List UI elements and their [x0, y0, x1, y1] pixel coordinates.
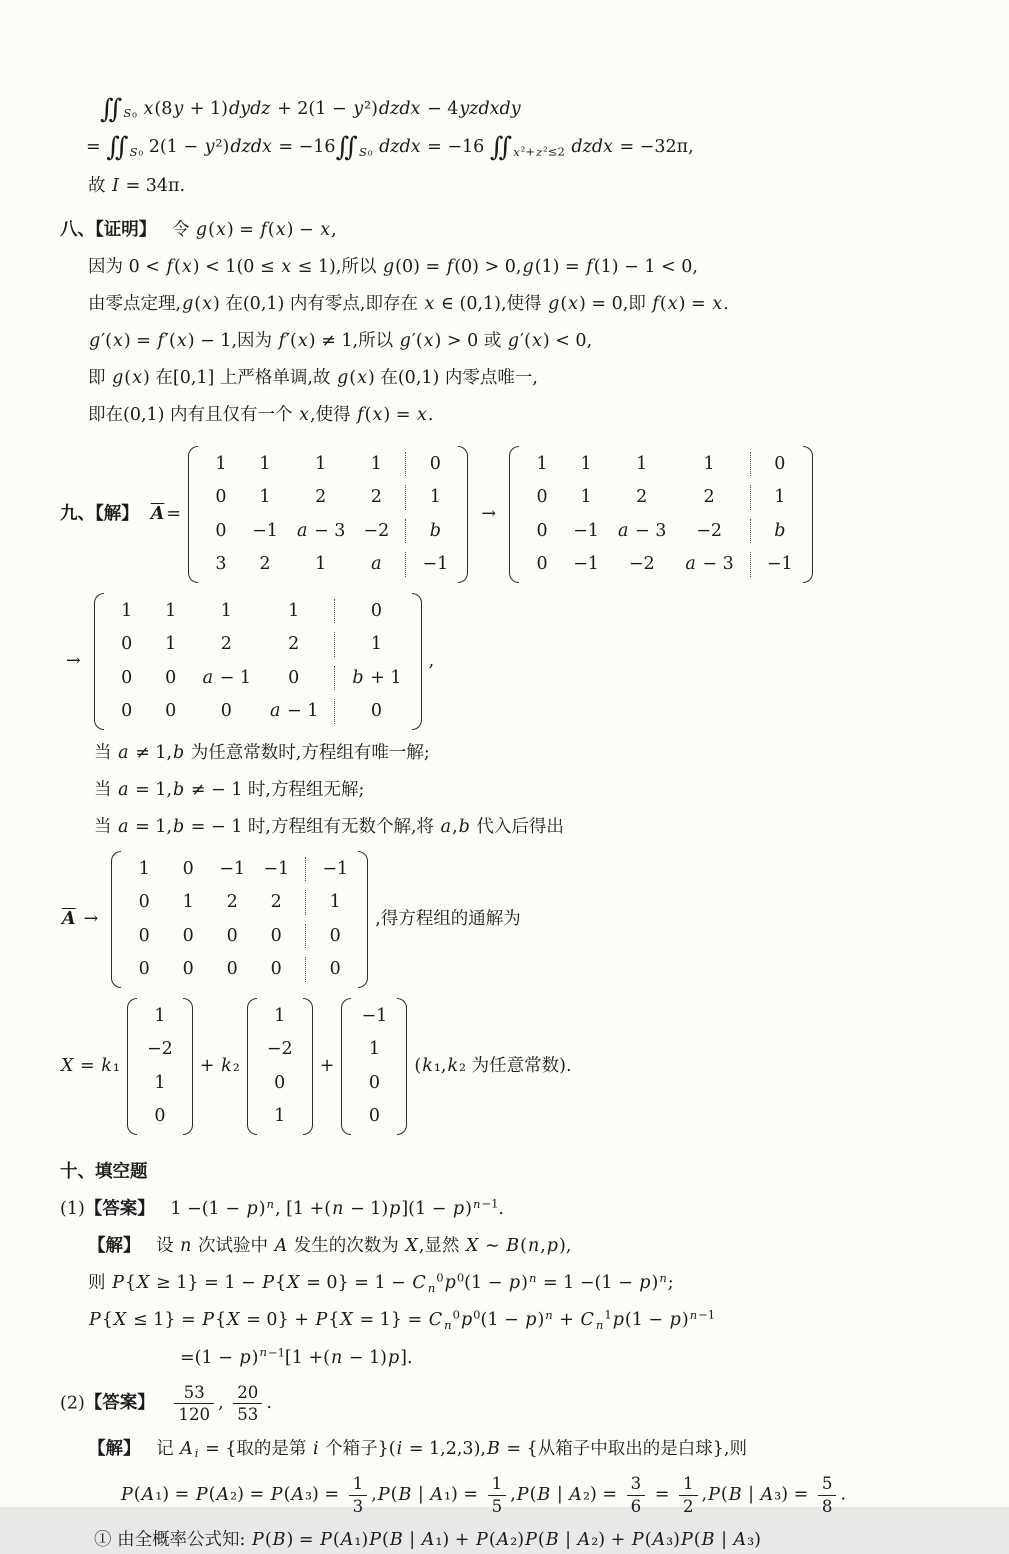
matrix-cell: 0 [182, 858, 194, 879]
plus-sign: + [319, 1056, 335, 1077]
matrix-cell: 0 [220, 701, 232, 722]
matrix-cell: 1 [305, 890, 348, 915]
section-ten-fill-blanks [60, 1159, 969, 1554]
q2-number: (2) [60, 1393, 85, 1414]
matrix-cell: 0 [368, 1072, 380, 1093]
matrix-cell: −1 [405, 552, 448, 577]
matrix-cell: 0 [368, 1106, 380, 1127]
matrix-cell: 0 [154, 1106, 166, 1127]
matrix-cell: 2 [226, 892, 238, 913]
q1-solution-line: P{X ≤ 1} = P{X = 0} + P{X = 1} = C $_n^0p^0(1 - p)^n + C$ $_n^1p(1 - p)^{n-1}$ [89, 1308, 716, 1332]
integral-expression-line: $∬_{S_0}$ x(8y + 1)dydz + 2(1 − y²)dzdx − 4yzdxdy [100, 94, 521, 125]
matrix-cell: 1 [138, 858, 150, 879]
equals-sign: = [166, 503, 181, 524]
comma: , [428, 650, 435, 671]
matrix-cell: 1 [370, 453, 382, 474]
q1-answer-value: $1 -(1 - p)^n$, $[1 +(n - 1)p](1 - p)^{n-1}$. [170, 1196, 504, 1220]
proof-line: 由零点定理,g(x) 在(0,1) 内有零点,即存在 x ∈ (0,1),使得 g(x) = 0,即 f(x) = x. [88, 294, 729, 315]
q2-probability-values-line: P(A₁) = P(A₂) = P(A₃) = $\frac{1}{3}$ ,P(B | A₁) = $\frac{1}{5}$ ,P(B | A₂) = $\frac{3}{6}$ = $\frac{1}{2}$ ,P(B | A₃) = $\frac{5}{8}$ . [121, 1474, 847, 1516]
q1-solution-line: 则 P{X ≥ 1} = 1 − P{X = 0} = 1 − C $_n^0p^0(1 - p)^n = 1 -(1 - p)^n$; [88, 1271, 674, 1295]
matrix-cell: 0 [121, 634, 133, 655]
matrix-cell: 0 [226, 959, 238, 980]
row-reduction-arrow: → [481, 503, 497, 524]
row-reduction-arrow: → [83, 909, 99, 930]
matrix-cell: 2 [703, 487, 715, 508]
matrix-cell: −1 [263, 858, 290, 879]
q1-answer-line [60, 1196, 969, 1223]
matrix-cell: 1 [636, 453, 648, 474]
matrix-cell: −1 [305, 857, 348, 882]
proof-line: g′(x) = f′(x) − 1,因为 f′(x) ≠ 1,所以 g′(x) > 0 或 g′(x) < 0, [89, 331, 593, 352]
row-reduction-arrow: → [66, 650, 81, 671]
matrix-cell: 2 [288, 634, 300, 655]
matrix-cell: 0 [165, 701, 177, 722]
matrix-cell: a − 1 [202, 667, 252, 688]
augmented-matrix-row-2 [60, 593, 969, 730]
matrix-cell: 2 [636, 487, 648, 508]
integral-result-line: 故 I = 34π. [88, 175, 186, 196]
matrix-cell: a − 3 [297, 520, 346, 541]
matrix-cell: 1 [580, 453, 592, 474]
matrix-cell: 0 [121, 701, 133, 722]
matrix-cell: 0 [138, 892, 150, 913]
column-vector [341, 998, 407, 1135]
section-ten-heading: 十、填空题 [60, 1161, 148, 1182]
matrix-cell: a − 3 [685, 554, 734, 575]
matrix-cell: 0 [305, 957, 348, 982]
matrix-cell: b [750, 519, 793, 544]
solution-prefix: X = k₁ [61, 1056, 120, 1077]
solution-label: 九、【解】 [60, 503, 139, 524]
plus-k2: + k₂ [199, 1056, 240, 1077]
matrix-cell: 0 [182, 925, 194, 946]
matrix-cell: 1 [215, 453, 227, 474]
column-vector [247, 998, 313, 1135]
matrix-cell: −1 [573, 520, 599, 541]
matrix-cell: −2 [146, 1039, 173, 1060]
matrix-cell: 0 [182, 959, 194, 980]
matrix-cell: 3 [215, 554, 227, 575]
proof-first-line [60, 217, 969, 244]
matrix-cell: 1 [315, 554, 327, 575]
spacer [60, 1145, 969, 1159]
matrix-cell: 1 [121, 600, 133, 621]
a-bar-symbol: $\overline{A}$ [150, 503, 165, 524]
matrix-cell: 0 [305, 924, 348, 949]
matrix-cell: 0 [138, 959, 150, 980]
proof-line: 因为 0 < f(x) < 1(0 ≤ x ≤ 1),所以 g(0) = f(0) > 0,g(1) = f(1) − 1 < 0, [88, 256, 698, 277]
matrix-cell: 0 [270, 925, 282, 946]
matrix-cell: 2 [370, 487, 382, 508]
matrix [111, 851, 368, 988]
matrix-cell: 2 [220, 634, 232, 655]
matrix-cell: −2 [266, 1039, 293, 1060]
matrix-cell: b [405, 519, 448, 544]
matrix-cell: 1 [288, 600, 300, 621]
matrix-cell: 1 [536, 453, 548, 474]
matrix-cell: −2 [628, 554, 655, 575]
matrix-cell: −1 [750, 552, 793, 577]
a-bar-symbol: $\overline{A}$ [62, 909, 76, 930]
matrix-cell: 0 [121, 667, 133, 688]
matrix-cell: −1 [361, 1005, 388, 1026]
q1-solution-label: 【解】 [88, 1236, 141, 1257]
matrix-cell: −2 [696, 520, 723, 541]
matrix-cell: 2 [315, 487, 327, 508]
matrix-cell: −1 [573, 554, 599, 575]
matrix-cell: 1 [182, 892, 194, 913]
matrix-cell: 0 [270, 959, 282, 980]
q1-solution-setup: 设 n 次试验中 A 发生的次数为 X,显然 X ∼ B(n,p), [156, 1236, 572, 1257]
matrix [94, 593, 422, 730]
matrix-cell: 0 [165, 667, 177, 688]
q1-number: (1) [60, 1199, 85, 1220]
section-eight-proof [60, 217, 969, 430]
matrix-cell: 1 [154, 1005, 166, 1026]
reduced-matrix-row [60, 851, 969, 988]
matrix-cell: 1 [580, 487, 592, 508]
matrix-cell: 2 [259, 554, 271, 575]
general-solution-intro: ,得方程组的通解为 [375, 909, 521, 930]
augmented-matrix-row-1 [60, 446, 969, 583]
q2-solution-setup: 记 A $_i$ = {取的是第 i 个箱子}(i = 1,2,3),B = {从箱子中取出的是白球},则 [156, 1438, 747, 1461]
matrix-cell: 1 [750, 485, 793, 510]
general-solution-row [60, 998, 969, 1135]
integral-evaluation-line: = $∬_{S_0}$ 2(1 − y²)dzdx = $-16∬_{S_0}$ dzdx = −16 $∬_{x^2+z^2\le 2}$ dzdx = −32π, [86, 132, 694, 163]
arbitrary-constants-note: (k₁,k₂ 为任意常数). [414, 1056, 572, 1077]
q1-solution-first-line [88, 1233, 969, 1260]
q2-answer-line [60, 1382, 969, 1426]
matrix-cell: 0 [405, 452, 448, 477]
matrix-cell: 0 [536, 554, 548, 575]
matrix-cell: 0 [334, 699, 401, 724]
matrix-cell: 1 [274, 1005, 286, 1026]
matrix-cell: a − 3 [618, 520, 667, 541]
matrix-cell: 0 [536, 520, 548, 541]
matrix-cell: 0 [750, 452, 793, 477]
matrix-cell: a − 1 [270, 701, 319, 722]
matrix-cell: 0 [215, 487, 227, 508]
matrix-cell: −1 [219, 858, 246, 879]
q2-solution-label: 【解】 [88, 1438, 141, 1459]
matrix-cell: 1 [405, 485, 448, 510]
matrix-cell: 0 [536, 487, 548, 508]
q2-answer-value: $\frac{53}{120}$ , $\frac{20}{53}$ . [170, 1393, 272, 1413]
case-line: 当 a = 1,b = − 1 时,方程组有无数个解,将 a,b 代入后得出 [94, 816, 564, 837]
case-line: 当 a = 1,b ≠ − 1 时,方程组无解; [94, 779, 365, 800]
surface-integral-block [60, 96, 969, 199]
matrix-cell: −1 [252, 520, 278, 541]
matrix-cell: −2 [363, 520, 390, 541]
case-line: 当 a ≠ 1,b 为任意常数时,方程组有唯一解; [94, 742, 430, 763]
matrix [509, 446, 813, 583]
matrix-cell: 0 [274, 1072, 286, 1093]
matrix-cell: 1 [274, 1106, 286, 1127]
matrix-cell: 0 [215, 520, 227, 541]
matrix-cell: 1 [220, 600, 232, 621]
matrix-cell: 0 [288, 667, 300, 688]
matrix-cell: 1 [315, 453, 327, 474]
proof-line: 即 g(x) 在[0,1] 上严格单调,故 g(x) 在(0,1) 内零点唯一, [88, 368, 538, 389]
proof-label: 八、【证明】 [60, 219, 157, 240]
matrix-cell: 1 [165, 634, 177, 655]
matrix-cell: 1 [259, 453, 271, 474]
matrix-cell: 0 [334, 599, 401, 624]
matrix-cell: 1 [165, 600, 177, 621]
matrix-cell: b + 1 [334, 666, 401, 691]
matrix-cell: 2 [270, 892, 282, 913]
matrix-cell: 0 [226, 925, 238, 946]
proof-statement: 令 g(x) = f(x) − x, [171, 219, 337, 240]
q1-solution-line: $=(1 - p)^{n-1}[1 +(n - 1)p]$. [180, 1345, 413, 1368]
q1-answer-label: 【答案】 [84, 1199, 155, 1220]
proof-line: 即在(0,1) 内有且仅有一个 x,使得 f(x) = x. [88, 405, 434, 426]
matrix-cell: 1 [259, 487, 271, 508]
matrix-cell: 1 [368, 1039, 380, 1060]
q2-solution-first-line [88, 1436, 969, 1463]
matrix-cell: 0 [138, 925, 150, 946]
column-vector [127, 998, 193, 1135]
matrix-cell: 1 [154, 1072, 166, 1093]
matrix-cell: a [371, 554, 382, 575]
q2-answer-label: 【答案】 [84, 1393, 155, 1414]
matrix-cell: 1 [334, 632, 401, 657]
section-nine-solution [60, 446, 969, 1135]
matrix [188, 446, 468, 583]
q2-total-probability-line: ① 由全概率公式知: P(B) = P(A₁)P(B | A₁) + P(A₂)P(B | A₂) + P(A₃)P(B | A₃) [94, 1530, 762, 1551]
matrix-cell: 1 [703, 453, 715, 474]
